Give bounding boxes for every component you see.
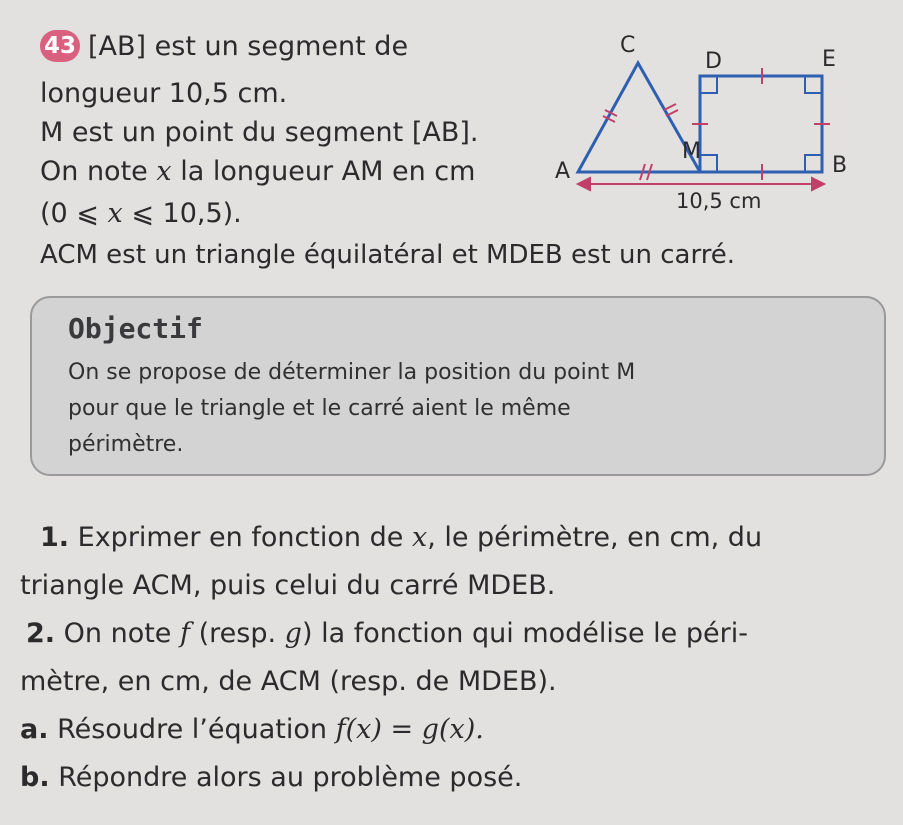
variable-x: x [156,156,172,187]
question-2a-text: Résoudre l’équation [57,714,327,745]
label-b: B [832,153,848,178]
arrow-head-right [812,178,824,190]
objective-box [30,296,886,476]
question-1-text-b: , le périmètre, en cm, du [427,522,763,553]
intro-text-1: [AB] est un segment de [88,31,409,62]
square-mdeb [700,76,822,172]
question-2-number: 2. [26,618,56,649]
question-2a-equation: f(x) = g(x). [335,714,484,745]
interval-start: (0 ⩽ [40,198,108,229]
figure-lines [578,63,830,180]
right-angle-b [805,155,822,172]
question-1-line-2: triangle ACM, puis celui du carré MDEB. [20,570,556,601]
question-1-variable: x [411,522,428,553]
arrow-head-left [578,178,590,190]
label-m: M [682,139,701,164]
label-a: A [555,159,571,184]
right-angle-m [700,155,717,172]
intro-text-4b: la longueur AM en cm [180,156,476,187]
question-2a-letter: a. [20,714,49,745]
function-f: f [180,618,191,649]
question-2-line-1 [26,618,748,649]
question-1-line-1 [40,522,762,553]
question-2a [20,714,484,745]
question-2-line-2: mètre, en cm, de ACM (resp. de MDEB). [20,666,557,697]
interval-variable: x [107,198,123,229]
question-2-text-a: On note [63,618,172,649]
intro-line-3: M est un point du segment [AB]. [40,117,479,148]
objective-line-3: périmètre. [68,432,184,457]
length-label: 10,5 cm [676,189,762,213]
intro-line-6: ACM est un triangle équilatéral et MDEB est un carré. [40,240,736,270]
question-1-number: 1. [40,522,70,553]
label-d: D [705,49,722,74]
question-1-text-a: Exprimer en fonction de [77,522,404,553]
question-2-text-c: ) la fonction qui modélise le péri- [301,618,748,649]
label-c: C [620,33,636,58]
interval-end: ⩽ 10,5). [122,198,242,229]
intro-text-4a: On note [40,156,148,187]
question-2-text-b: (resp. [198,618,277,649]
objective-line-2: pour que le triangle et le carré aient le même [68,396,571,421]
function-g: g [284,618,302,649]
tick-cm-1 [664,104,676,110]
right-angle-d [700,76,717,93]
exercise-number-badge: 43 [40,30,80,62]
intro-line-2: longueur 10,5 cm. [40,78,288,109]
label-e: E [822,47,836,72]
question-2b [20,762,522,793]
objective-title: Objectif [68,312,203,345]
question-2b-letter: b. [20,762,50,793]
question-2b-text: Répondre alors au problème posé. [58,762,523,793]
right-angle-e [805,76,822,93]
objective-line-1: On se propose de déterminer la position du point M [68,360,636,385]
